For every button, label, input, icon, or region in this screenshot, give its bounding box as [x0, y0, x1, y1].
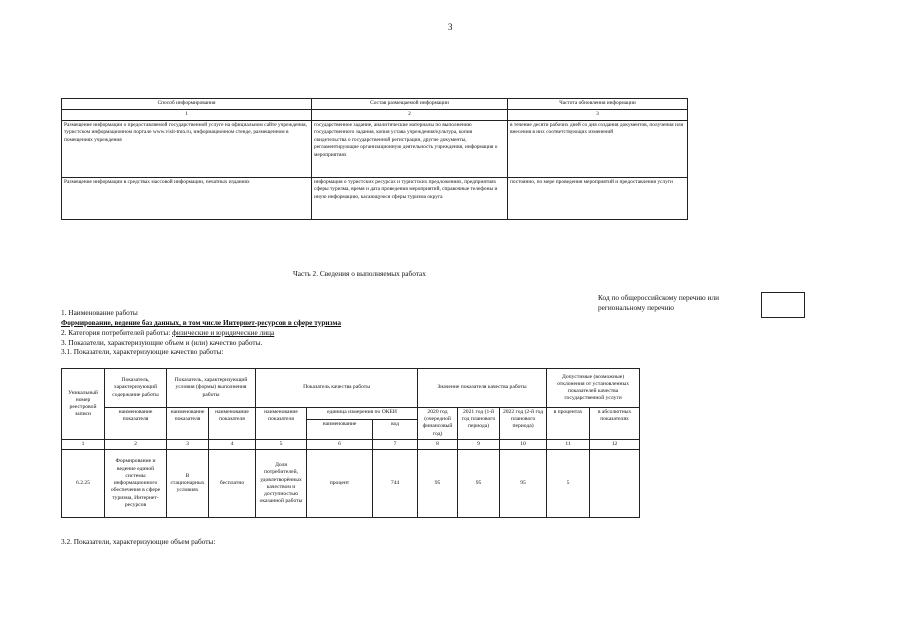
- cell-deviation-absolute: [590, 450, 640, 518]
- sub-name: наименование показателя: [209, 408, 256, 440]
- work-name-label: 1. Наименование работы: [61, 308, 138, 317]
- work-name: Формирование, ведение баз данных, в том числе Интернет-ресурсов в сфере туризма: [61, 318, 342, 327]
- header-conditions: Показатель, характеризующий условия (формы) выполнения работы: [167, 369, 256, 408]
- cell-value-2021: 95: [458, 450, 500, 518]
- sub-unit-code: код: [373, 420, 418, 440]
- cell-condition: В стационарных условиях: [167, 450, 209, 518]
- cell-unit-code: 744: [373, 450, 418, 518]
- sub-name: наименование показателя: [256, 408, 307, 440]
- info-header-frequency: Частота обновления информации: [508, 99, 688, 110]
- indicators-label: 3. Показатели, характеризующие объем и (или) качество работы.: [61, 338, 263, 347]
- info-content-cell: государственное задание, аналитические материалы по выполнению государственного задания, копия устава учреждения/культура, копия свидетельства о государственной регистрации, другие документы, регламентирующие организационную деятельность учреждения, информация о мероприятиях: [312, 120, 508, 177]
- sub-percent: в процентах: [547, 408, 590, 440]
- code-label-line1: Код по общероссийскому перечню или: [598, 293, 720, 302]
- sub-name: наименование показателя: [105, 408, 167, 440]
- table-row: [62, 120, 688, 177]
- col-number: 11: [547, 440, 590, 450]
- sub-year-2021: 2021 год (1-й год планового периода): [458, 408, 500, 440]
- info-table: [61, 98, 688, 220]
- cell-value-2020: 95: [418, 450, 458, 518]
- volume-label: 3.2. Показатели, характеризующие объем работы:: [61, 537, 216, 546]
- col-number: 8: [418, 440, 458, 450]
- code-box: [761, 292, 805, 318]
- info-header-method: Способ информирования: [62, 99, 312, 110]
- info-frequency-cell: в течение десяти рабочих дней со дня создания документов, получения или внесения в них соответствующих изменений: [508, 120, 688, 177]
- cell-value-2022: 95: [500, 450, 547, 518]
- header-deviations: Допустимые (возможные) отклонения от установленных показателей качества государственной услуги: [547, 369, 640, 408]
- col-number: 6: [307, 440, 373, 450]
- col-number: 2: [105, 440, 167, 450]
- quality-label: 3.1. Показатели, характеризующие качество работы:: [61, 347, 224, 356]
- page-number: 3: [448, 22, 453, 32]
- consumers-line: [61, 329, 274, 338]
- cell-indicator: Доля потребителей, удовлетворённых качеством и доступностью оказанной работы: [256, 450, 307, 518]
- info-colnum: 1: [62, 110, 312, 121]
- col-number: 3: [167, 440, 209, 450]
- cell-condition-2: бесплатно: [209, 450, 256, 518]
- header-unique-number: Уникальный номер реестровой записи: [62, 369, 105, 440]
- header-indicator-values: Значение показателя качества работы: [418, 369, 547, 408]
- info-colnum: 3: [508, 110, 688, 121]
- cell-content: Формирование и ведение единой системы информационного обеспечения в сфере туризма, Интернет-ресурсов: [105, 450, 167, 518]
- consumers-value: физические и юридические лица: [172, 328, 275, 337]
- info-header-content: Состав размещаемой информации: [312, 99, 508, 110]
- cell-unique-number: 6.2.25: [62, 450, 105, 518]
- consumers-label: 2. Категория потребителей работы:: [61, 328, 173, 337]
- info-colnum: 2: [312, 110, 508, 121]
- info-content-cell: информация о туристских ресурсах и туристских предложениях, предприятиях сферы туризма, время и дата проведения мероприятий, справочные телефоны и иную информацию, касающуюся сферы туризма округа: [312, 177, 508, 219]
- sub-absolute: в абсолютных показателях: [590, 408, 640, 440]
- header-content: Показатель, характеризующий содержание работы: [105, 369, 167, 408]
- col-number: 10: [500, 440, 547, 450]
- sub-unit-name: наименование: [307, 420, 373, 440]
- cell-deviation-percent: 5: [547, 450, 590, 518]
- table-row: [62, 177, 688, 219]
- sub-year-2022: 2022 год (2-й год планового периода): [500, 408, 547, 440]
- col-number: 4: [209, 440, 256, 450]
- col-number: 12: [590, 440, 640, 450]
- part-title: Часть 2. Сведения о выполняемых работах: [293, 269, 426, 278]
- info-method-cell: Размещение информации о предоставляемой государственной услуге на официальном сайте учреждения, туристском информационном портале www.visit-tmn.ru, информационном стенде, размещенном в помещениях учреждения: [62, 120, 312, 177]
- info-frequency-cell: постоянно, по мере проведения мероприятий и предоставления услуги: [508, 177, 688, 219]
- header-quality-indicator: Показатель качества работы: [256, 369, 418, 408]
- col-number: 9: [458, 440, 500, 450]
- sub-year-2020: 2020 год (очередной финансовый год): [418, 408, 458, 440]
- col-number: 5: [256, 440, 307, 450]
- table-row: [62, 450, 640, 518]
- sub-unit: единица измерения по ОКЕИ: [307, 408, 418, 420]
- info-method-cell: Размещение информации в средствах массовой информации, печатных изданиях: [62, 177, 312, 219]
- cell-unit-name: процент: [307, 450, 373, 518]
- sub-name: наименование показателя: [167, 408, 209, 440]
- quality-table: [61, 368, 640, 518]
- col-number: 1: [62, 440, 105, 450]
- code-label-line2: региональному перечню: [598, 303, 674, 312]
- col-number: 7: [373, 440, 418, 450]
